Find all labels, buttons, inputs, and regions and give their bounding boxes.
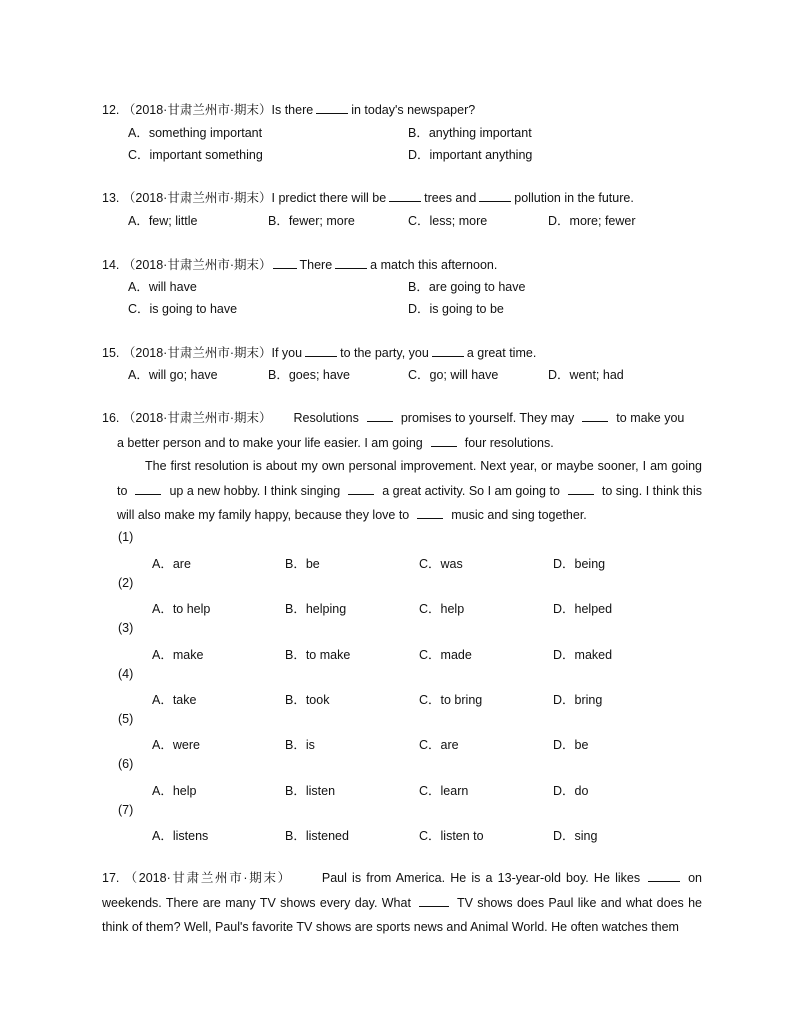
answer-blank [648, 870, 680, 882]
sub6-option-b[interactable]: B．listen [285, 784, 336, 798]
sub2-option-a[interactable]: A．to help [152, 602, 211, 616]
question-12-stem: 12. （2018·甘肃兰州市·期末）Is there in today's newspaper? [102, 103, 476, 117]
sub1-option-a[interactable]: A．are [152, 557, 191, 571]
sub6-option-c[interactable]: C．learn [419, 784, 469, 798]
sub7-option-a[interactable]: A．listens [152, 829, 209, 843]
sub-question-label: (2) [118, 576, 134, 590]
sub6-option-d[interactable]: D．do [553, 784, 589, 798]
q15-option-c[interactable]: C．go; will have [408, 368, 499, 382]
sub4-option-c[interactable]: C．to bring [419, 693, 483, 707]
answer-blank [432, 345, 464, 357]
sub7-option-b[interactable]: B．listened [285, 829, 349, 843]
q12-option-c[interactable]: C．important something [128, 148, 263, 162]
answer-blank [316, 102, 348, 114]
sub-question-label: (5) [118, 712, 134, 726]
answer-blank [135, 483, 161, 495]
q15-option-a[interactable]: A．will go; have [128, 368, 218, 382]
sub6-option-a[interactable]: A．help [152, 784, 197, 798]
sub5-option-c[interactable]: C．are [419, 738, 459, 752]
sub4-option-d[interactable]: D．bring [553, 693, 603, 707]
answer-blank [273, 257, 297, 269]
sub3-option-c[interactable]: C．made [419, 648, 472, 662]
q15-option-d[interactable]: D．went; had [548, 368, 624, 382]
question-13-stem: 13. （2018·甘肃兰州市·期末）I predict there will be trees and pollution in the future. [102, 191, 634, 205]
answer-blank [335, 257, 367, 269]
sub4-option-b[interactable]: B．took [285, 693, 330, 707]
q14-option-a[interactable]: A．will have [128, 280, 197, 294]
answer-blank [305, 345, 337, 357]
question-16-passage-p2: The first resolution is about my own personal improvement. Next year, or maybe sooner, I am going to up a new hobby. I think singing a great activity. So I am going to to sing. I think this will also make my family happy, because they love to music and sing together. [117, 459, 702, 522]
sub1-option-b[interactable]: B．be [285, 557, 320, 571]
q12-option-a[interactable]: A．something important [128, 126, 263, 140]
sub4-option-a[interactable]: A．take [152, 693, 197, 707]
sub1-option-c[interactable]: C．was [419, 557, 463, 571]
sub2-option-d[interactable]: D．helped [553, 602, 613, 616]
answer-blank [389, 190, 421, 202]
question-14-stem: 14. （2018·甘肃兰州市·期末） There a match this afternoon. [102, 258, 498, 272]
answer-blank [582, 410, 608, 422]
sub7-option-c[interactable]: C．listen to [419, 829, 484, 843]
q13-option-b[interactable]: B．fewer; more [268, 214, 355, 228]
q14-option-c[interactable]: C．is going to have [128, 302, 238, 316]
sub-question-label: (7) [118, 803, 134, 817]
sub-question-label: (4) [118, 667, 134, 681]
answer-blank [479, 190, 511, 202]
q13-option-d[interactable]: D．more; fewer [548, 214, 636, 228]
question-17-passage: 17. （2018·甘肃兰州市·期末） Paul is from America. He is a 13-year-old boy. He likes on weekends. There are many TV shows every day. What TV shows does Paul like and what does he think of them? Well, Paul's favorite TV shows are sports news and Animal World. He often watches them [102, 871, 702, 934]
q15-option-b[interactable]: B．goes; have [268, 368, 350, 382]
q13-option-c[interactable]: C．less; more [408, 214, 488, 228]
answer-blank [417, 507, 443, 519]
answer-blank [419, 895, 449, 907]
sub-question-label: (6) [118, 757, 134, 771]
answer-blank [348, 483, 374, 495]
sub3-option-b[interactable]: B．to make [285, 648, 351, 662]
q14-option-d[interactable]: D．is going to be [408, 302, 504, 316]
answer-blank [367, 410, 393, 422]
sub1-option-d[interactable]: D．being [553, 557, 606, 571]
sub5-option-b[interactable]: B．is [285, 738, 315, 752]
sub2-option-b[interactable]: B．helping [285, 602, 347, 616]
sub2-option-c[interactable]: C．help [419, 602, 465, 616]
sub-question-label: (3) [118, 621, 134, 635]
sub5-option-a[interactable]: A．were [152, 738, 200, 752]
sub3-option-d[interactable]: D．maked [553, 648, 613, 662]
sub-question-label: (1) [118, 530, 134, 544]
q12-option-b[interactable]: B．anything important [408, 126, 532, 140]
q12-option-d[interactable]: D．important anything [408, 148, 533, 162]
sub3-option-a[interactable]: A．make [152, 648, 204, 662]
answer-blank [431, 435, 457, 447]
sub5-option-d[interactable]: D．be [553, 738, 589, 752]
question-15-stem: 15. （2018·甘肃兰州市·期末）If you to the party, you a great time. [102, 346, 537, 360]
sub7-option-d[interactable]: D．sing [553, 829, 598, 843]
q13-option-a[interactable]: A．few; little [128, 214, 198, 228]
answer-blank [568, 483, 594, 495]
q14-option-b[interactable]: B．are going to have [408, 280, 526, 294]
question-16-passage-p1: 16. （2018·甘肃兰州市·期末） Resolutions promises to yourself. They may to make you a better person and to make your life easier. I am going four resolutions. [102, 411, 685, 450]
